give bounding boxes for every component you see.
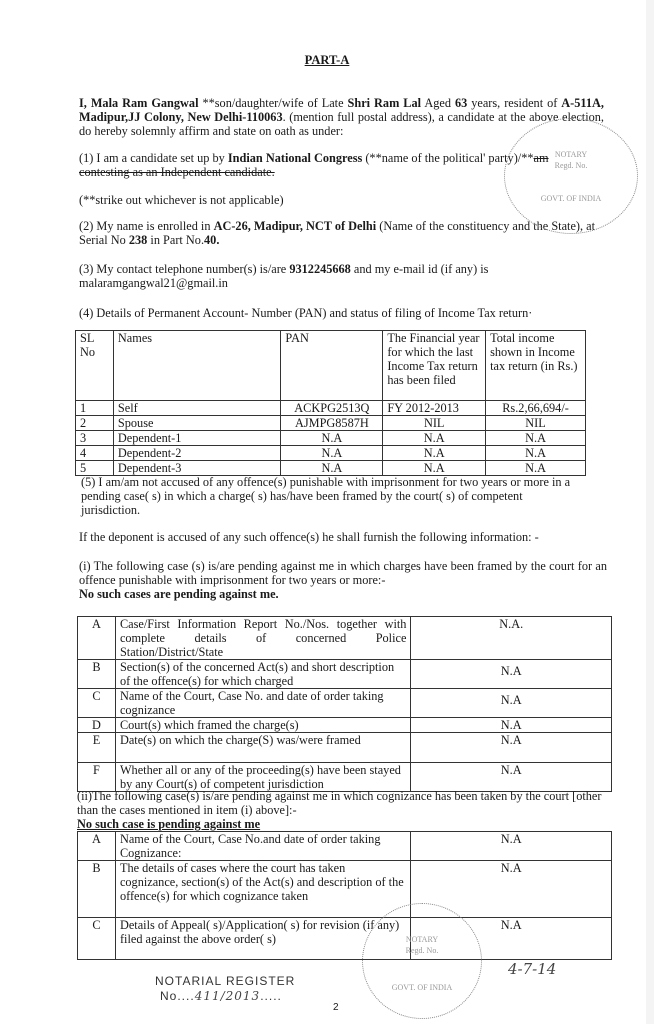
cell-sl: 3 [76,431,114,446]
cell-income: N.A [486,461,586,476]
row-description: Details of Appeal( s)/Application( s) for revision (if any) filed against the above order( s) [115,918,410,960]
row-value: N.A [411,689,612,718]
case-ii-section [77,789,607,831]
cell-pan: ACKPG2513Q [281,401,383,416]
case-i-text: (i) The following case (s) is/are pending against me in which charges have been framed by the court for an offence punishable with imprisonment for two years or more:- [79,559,607,587]
cell-income: N.A [486,446,586,461]
item-3-mid: and my e-mail id (if any) is [350,262,489,276]
deponent-note: If the deponent is accused of any such offence(s) he shall furnish the following information: - [79,530,539,544]
table-row [78,689,612,718]
row-letter: D [78,718,116,733]
notary-stamp-top [504,118,638,234]
cell-name: Dependent-2 [113,446,281,461]
cell-sl: 4 [76,446,114,461]
case-i-section [79,559,607,601]
cell-sl: 1 [76,401,114,416]
row-letter: B [78,660,116,689]
item-3-contact [79,262,509,290]
table-row [78,763,612,792]
father-name: Shri Ram Lal [347,96,422,110]
stamp-top-text: NOTARY [554,150,588,159]
intro-rest: . (mention full postal address), a candidate at the above election, do hereby solemnly affirm and state on oath as under: [79,110,605,138]
case-ii-text: (ii)The following case(s) is/are pending against me in which cognizance has been taken by the court [other than the cases mentioned in item (i) above]:- [77,789,602,817]
row-letter: C [78,689,116,718]
cell-name: Dependent-1 [113,431,281,446]
cell-fy: N.A [383,461,486,476]
row-description: Section(s) of the concerned Act(s) and short description of the offence(s) for which charged [115,660,411,689]
table-row [78,733,612,763]
table-row [78,660,612,689]
table-row [76,401,586,416]
part-number: 40. [204,233,220,247]
relation-text: **son/daughter/wife of Late [198,96,348,110]
pan-table [75,330,586,476]
struck-independent-text: am contesting as an Independent candidate. [79,151,549,179]
register-number: No....411/2013..... [160,989,282,1003]
cell-pan: N.A [281,431,383,446]
case-ii-no-cases: No such case is pending against me [77,817,261,831]
cell-fy: N.A [383,446,486,461]
cell-name: Spouse [113,416,281,431]
item-1-party [79,151,549,179]
row-description: Case/First Information Report No./Nos. together with complete details of concerned Police Station/District/State [115,617,411,660]
register-no-label: No.... [160,989,195,1003]
notarial-register-label: NOTARIAL REGISTER [155,974,296,988]
cell-name: Self [113,401,281,416]
row-letter: A [78,617,116,660]
candidate-name: Mala Ram Gangwal [90,96,199,110]
stamp-bottom-text: GOVT. OF INDIA [391,983,453,992]
charges-framed-table [77,616,612,792]
row-description: Court(s) which framed the charge(s) [115,718,411,733]
table-row [76,416,586,431]
item-2-prefix: (2) My name is enrolled in [79,219,214,233]
header-names: Names [113,331,281,401]
row-value: N.A [411,861,612,918]
party-name: Indian National Congress [227,151,363,165]
item-1-prefix: (1) I am a candidate set up by [79,151,228,165]
row-letter: A [78,832,116,861]
page-number: 2 [333,1002,339,1013]
cell-pan: N.A [281,446,383,461]
item-3-prefix: (3) My contact telephone number(s) is/are [79,262,290,276]
row-value: N.A [411,733,612,763]
cell-pan: N.A [281,461,383,476]
table-row [78,861,612,918]
row-description: Whether all or any of the proceeding(s) have been stayed by any Court(s) of competent jurisdiction [115,763,411,792]
cell-fy: FY 2012-2013 [383,401,486,416]
email-address: malaramgangwal21@gmail.in [79,276,228,290]
cell-income: Rs.2,66,694/- [486,401,586,416]
row-description: Date(s) on which the charge(S) was/were framed [115,733,411,763]
row-description: The details of cases where the court has taken cognizance, section(s) of the Act(s) and description of the offence(s) for which cognizance taken [115,861,410,918]
cognizance-table [77,831,612,960]
row-description: Name of the Court, Case No. and date of order taking cognizance [115,689,411,718]
header-total-income: Total income shown in Income tax return (in Rs.) [486,331,586,401]
row-value: N.A [411,763,612,792]
row-letter: C [78,918,116,960]
item-2-mid: (Name of the constituency and the State), at Serial No [79,219,596,247]
pan-table-header [76,331,586,401]
cell-name: Dependent-3 [113,461,281,476]
stamp-top-text: NOTARY [405,935,439,944]
cell-income: N.A [486,431,586,446]
register-no-value: 411/2013 [194,989,261,1003]
header-pan: PAN [281,331,383,401]
header-sl-no: SL No [76,331,114,401]
phone-number: 9312245668 [289,262,351,276]
stamp-bottom-text: GOVT. OF INDIA [540,194,602,203]
row-value: N.A [411,832,612,861]
stamp-mid-text: Regd. No. [405,946,439,955]
row-value: N.A. [411,617,612,660]
row-value: N.A [411,660,612,689]
table-row [78,832,612,861]
cell-sl: 5 [76,461,114,476]
candidate-address: A-511A, Madipur,JJ Colony, New Delhi-110063 [79,96,604,124]
table-row [76,446,586,461]
row-letter: E [78,733,116,763]
cell-pan: AJMPG8587H [281,416,383,431]
age-prefix: Aged [421,96,455,110]
item-4-heading: (4) Details of Permanent Account- Number (PAN) and status of filing of Income Tax return· [79,306,533,320]
cell-sl: 2 [76,416,114,431]
page-edge [646,0,654,1024]
page-title: PART-A [304,53,350,67]
item-2-mid2: in Part No. [147,233,205,247]
row-value: N.A [411,918,612,960]
item-5-declaration: (5) I am/am not accused of any offence(s) punishable with imprisonment for two years or more in a pending case( s) in which a charge( s) has/have been framed by the court( s) of competent jurisdiction. [81,475,571,517]
cell-fy: NIL [383,416,486,431]
strike-out-note: (**strike out whichever is not applicable) [79,193,284,207]
constituency: AC-26, Madipur, NCT of Delhi [213,219,377,233]
signature: 4-7-14 [508,960,557,978]
row-value: N.A [411,718,612,733]
item-1-mid: (**name of the political' party)/** [362,151,534,165]
table-row [78,617,612,660]
age-suffix: years, resident of [467,96,562,110]
row-description: Name of the Court, Case No.and date of order taking Cognizance: [115,832,410,861]
intro-prefix: I, [79,96,91,110]
case-i-no-cases: No such cases are pending against me. [79,587,279,601]
table-row [76,461,586,476]
stamp-mid-text: Regd. No. [554,161,588,170]
cell-income: NIL [486,416,586,431]
cell-fy: N.A [383,431,486,446]
intro-paragraph [79,96,604,138]
notary-stamp-bottom [362,903,482,1019]
table-row [76,431,586,446]
row-letter: F [78,763,116,792]
candidate-age: 63 [454,96,468,110]
table-row [78,918,612,960]
table-row [78,718,612,733]
serial-number: 238 [128,233,148,247]
item-2-enrolment [79,219,604,247]
header-financial-year: The Financial year for which the last Income Tax return has been filed [383,331,486,401]
row-letter: B [78,861,116,918]
